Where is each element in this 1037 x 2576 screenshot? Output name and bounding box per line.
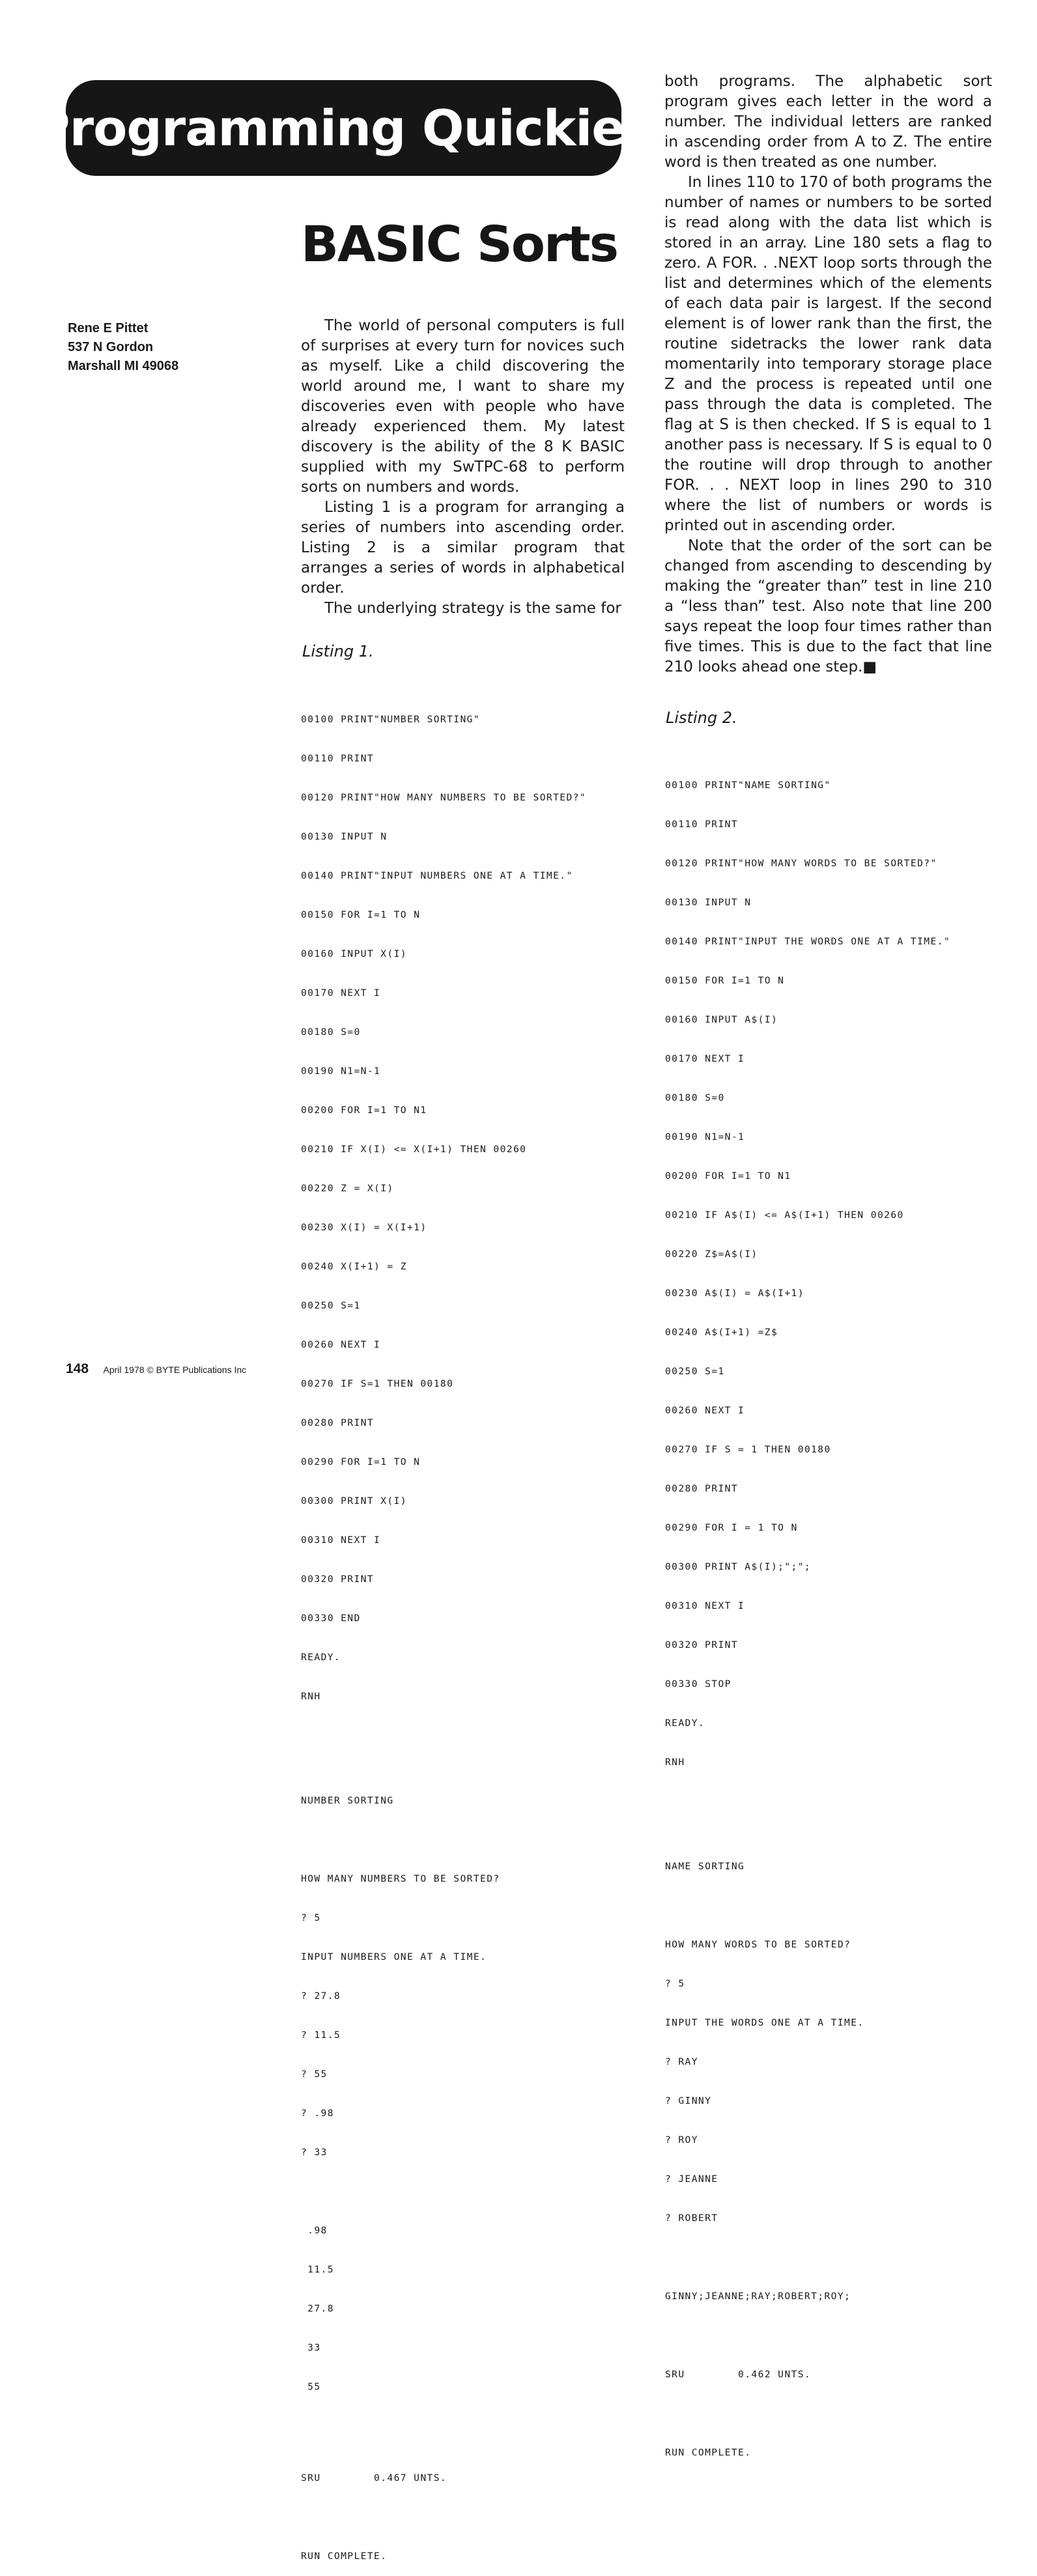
author-block <box>68 319 178 376</box>
code-line: 00150 FOR I=1 TO N <box>301 909 421 920</box>
code-line: 00270 IF S=1 THEN 00180 <box>301 1378 454 1389</box>
output-line: 27.8 <box>301 2303 334 2314</box>
paragraph: The underlying strategy is the same for <box>324 600 621 617</box>
code-line: 00330 STOP <box>665 1678 732 1690</box>
output-line: 33 <box>301 2342 321 2353</box>
code-line: 00100 PRINT"NAME SORTING" <box>665 780 831 791</box>
code-line: 00290 FOR I=1 TO N <box>301 1456 421 1467</box>
code-line: 00150 FOR I=1 TO N <box>665 975 785 986</box>
output-line: 11.5 <box>301 2264 334 2275</box>
code-line: 00190 N1=N-1 <box>301 1066 381 1077</box>
body-column-left <box>301 316 625 619</box>
author-street: 537 N Gordon <box>68 340 154 354</box>
code-line: 00330 END <box>301 1613 361 1624</box>
code-line: 00130 INPUT N <box>665 897 752 908</box>
code-line: RNH <box>301 1691 321 1702</box>
code-line: 00240 A$(I+1) =Z$ <box>665 1327 778 1338</box>
run-line: ? ROBERT <box>665 2213 718 2224</box>
code-line: 00140 PRINT"INPUT NUMBERS ONE AT A TIME." <box>301 870 573 881</box>
page-number: 148 <box>66 1361 89 1376</box>
code-line: 00260 NEXT I <box>665 1405 745 1416</box>
code-line: 00170 NEXT I <box>301 987 381 998</box>
run-line: ? GINNY <box>665 2095 712 2106</box>
code-line: 00210 IF X(I) <= X(I+1) THEN 00260 <box>301 1144 527 1155</box>
code-line: 00300 PRINT X(I) <box>301 1495 407 1507</box>
listing-2-caption: Listing 2. <box>666 709 737 727</box>
code-line: 00250 S=1 <box>301 1300 361 1311</box>
run-line: ? 55 <box>301 2069 328 2080</box>
banner-title: Programming Quickies <box>33 99 654 157</box>
code-line: RNH <box>665 1757 685 1768</box>
run-title: NAME SORTING <box>665 1861 745 1872</box>
code-line: 00230 A$(I) = A$(I+1) <box>665 1288 804 1299</box>
paragraph: Note that the order of the sort can be changed from ascending to descending by making the “greater than” test in line 210 a “less than” test. Also note that line 200 says repeat the loop four times rather than five times. This is due to the fact that line 210 looks ahead one step.■ <box>664 537 992 675</box>
run-complete: RUN COMPLETE. <box>665 2447 752 2458</box>
code-line: 00220 Z = X(I) <box>301 1183 394 1194</box>
sru-line: SRU 0.467 UNTS. <box>301 2472 447 2484</box>
code-line: READY. <box>301 1652 341 1663</box>
author-city: Marshall MI 49068 <box>68 359 179 373</box>
code-line: 00220 Z$=A$(I) <box>665 1249 758 1260</box>
code-line: 00160 INPUT X(I) <box>301 948 407 959</box>
paragraph: Listing 1 is a program for arranging a series of numbers into ascending order. Listing 2 is a similar program that arranges a series of words in alphabetical order. <box>301 499 625 597</box>
section-banner <box>33 80 654 176</box>
body-column-right <box>664 72 992 677</box>
run-line: ? 11.5 <box>301 2030 341 2041</box>
run-line: ? .98 <box>301 2108 334 2119</box>
sru-line: SRU 0.462 UNTS. <box>665 2369 812 2380</box>
author-name: Rene E Pittet <box>68 321 149 335</box>
run-line: ? RAY <box>665 2056 698 2067</box>
code-line: 00210 IF A$(I) <= A$(I+1) THEN 00260 <box>665 1210 904 1221</box>
run-line: ? ROY <box>665 2134 698 2145</box>
code-line: 00280 PRINT <box>301 1417 375 1428</box>
code-line: 00190 N1=N-1 <box>665 1131 745 1142</box>
run-line: ? 5 <box>301 1912 321 1923</box>
code-line: 00270 IF S = 1 THEN 00180 <box>665 1444 831 1455</box>
code-line: 00300 PRINT A$(I);";"; <box>665 1561 812 1572</box>
code-line: 00310 NEXT I <box>665 1600 745 1611</box>
output-line: GINNY;JEANNE;RAY;ROBERT;ROY; <box>665 2291 851 2302</box>
run-line: ? 5 <box>665 1978 685 1989</box>
run-line: HOW MANY NUMBERS TO BE SORTED? <box>301 1873 500 1884</box>
code-line: 00180 S=0 <box>665 1092 725 1103</box>
output-line: .98 <box>301 2225 328 2236</box>
page-footer <box>66 1361 246 1377</box>
code-line: 00110 PRINT <box>665 819 739 830</box>
code-line: 00290 FOR I = 1 TO N <box>665 1522 798 1533</box>
code-line: 00240 X(I+1) = Z <box>301 1261 407 1272</box>
publication-credit: April 1978 © BYTE Publications Inc <box>103 1365 247 1375</box>
run-line: ? 33 <box>301 2147 328 2158</box>
listing-1-code <box>301 687 586 2576</box>
code-line: 00310 NEXT I <box>301 1535 381 1546</box>
run-line: HOW MANY WORDS TO BE SORTED? <box>665 1939 851 1950</box>
run-complete: RUN COMPLETE. <box>301 2551 388 2562</box>
run-line: ? JEANNE <box>665 2173 718 2185</box>
output-line: 55 <box>301 2381 321 2392</box>
code-line: 00100 PRINT"NUMBER SORTING" <box>301 714 481 725</box>
run-line: ? 27.8 <box>301 1990 341 2002</box>
code-line: 00110 PRINT <box>301 753 375 764</box>
code-line: 00200 FOR I=1 TO N1 <box>665 1170 791 1182</box>
run-title: NUMBER SORTING <box>301 1795 394 1806</box>
listing-2-code <box>665 753 950 2472</box>
listing-1-caption: Listing 1. <box>302 642 374 660</box>
code-line: 00170 NEXT I <box>665 1053 745 1064</box>
article-title: BASIC Sorts <box>301 215 618 273</box>
paragraph: both programs. The alphabetic sort program gives each letter in the word a number. The individual letters are ranked in ascending order from A to Z. The entire word is then treated as one number. <box>664 73 992 171</box>
code-line: 00230 X(I) = X(I+1) <box>301 1222 427 1233</box>
code-line: 00120 PRINT"HOW MANY WORDS TO BE SORTED?" <box>665 858 937 869</box>
code-line: 00320 PRINT <box>665 1639 739 1650</box>
paragraph: The world of personal computers is full of surprises at every turn for novices such as myself. Like a child discovering the world around me, I want to share my discoveries even with people who have already experienced them. My latest discovery is the ability of the 8 K BASIC supplied with my SwTPC-68 to perform sorts on numbers and words. <box>301 317 625 496</box>
paragraph: In lines 110 to 170 of both programs the number of names or numbers to be sorted is read along with the data list which is stored in an array. Line 180 sets a flag to zero. A FOR. . .NEXT loop sorts through the list and determines which of the elements of each data pair is largest. If the second element is of lower rank than the first, the routine sidetracks the lower rank data momentarily into temporary storage place Z and the process is repeated until one pass through the data is completed. The flag at S is then checked. If S is equal to 1 another pass is necessary. If S is equal to 0 the routine will drop through to another FOR. . . NEXT loop in lines 290 to 310 where the list of numbers or words is printed out in ascending order. <box>664 174 992 534</box>
code-line: 00120 PRINT"HOW MANY NUMBERS TO BE SORTED?" <box>301 792 587 803</box>
code-line: READY. <box>665 1718 705 1729</box>
code-line: 00160 INPUT A$(I) <box>665 1014 778 1025</box>
code-line: 00280 PRINT <box>665 1483 739 1494</box>
code-line: 00200 FOR I=1 TO N1 <box>301 1105 427 1116</box>
code-line: 00140 PRINT"INPUT THE WORDS ONE AT A TIME." <box>665 936 951 947</box>
code-line: 00180 S=0 <box>301 1026 361 1038</box>
code-line: 00130 INPUT N <box>301 831 388 842</box>
code-line: 00320 PRINT <box>301 1574 375 1585</box>
code-line: 00260 NEXT I <box>301 1339 381 1350</box>
code-line: 00250 S=1 <box>665 1366 725 1377</box>
run-line: INPUT THE WORDS ONE AT A TIME. <box>665 2017 864 2028</box>
run-line: INPUT NUMBERS ONE AT A TIME. <box>301 1951 487 1962</box>
